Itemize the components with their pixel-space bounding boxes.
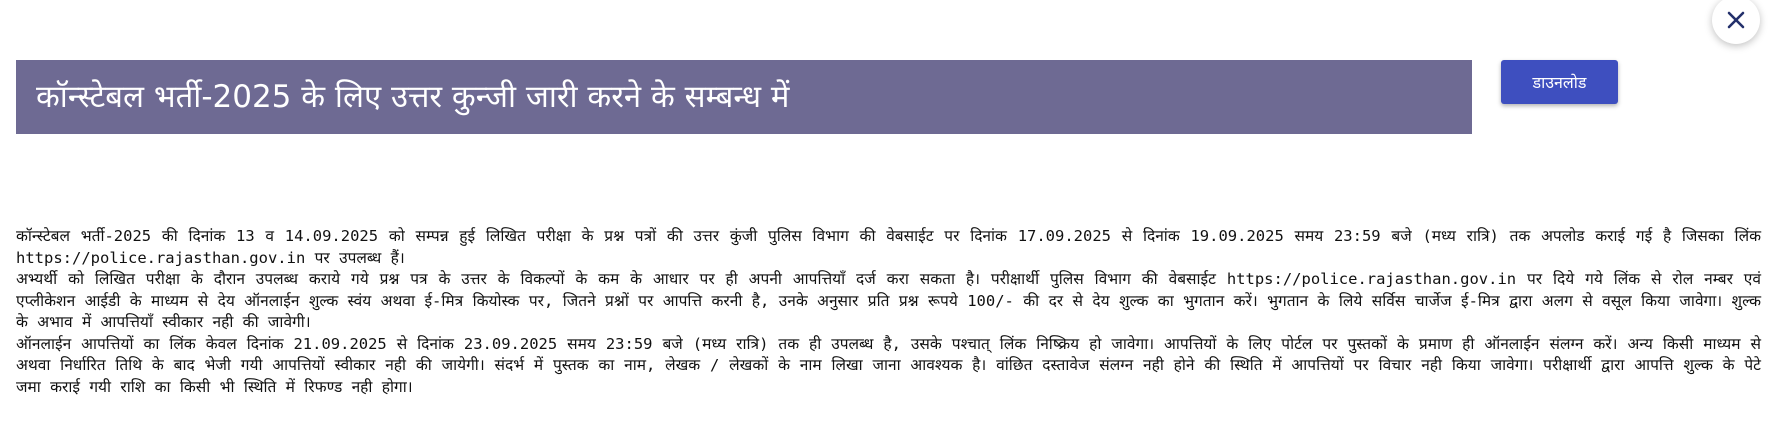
notice-title: कॉन्स्टेबल भर्ती-2025 के लिए उत्तर कुन्जी जारी करने के सम्बन्ध में (36, 78, 790, 115)
close-button[interactable] (1712, 0, 1760, 44)
close-icon (1725, 9, 1747, 31)
notice-paragraph-3: ऑनलाईन आपत्तियों का लिंक केवल दिनांक 21.09.2025 से दिनांक 23.09.2025 समय 23:59 बजे (मध्य रात्रि) तक ही उपलब्ध है, उसके पश्चात् लिंक निष्क्रिय हो जावेगा। आपत्तियों के लिए पोर्टल पर पुस्तकों के प्रमाण ही ऑनलाईन संलग्न करें। अन्य किसी माध्यम से अथवा निर्धारित तिथि के बाद भेजी गयी आपत्तियों स्वीकार नही की जायेगी। संदर्भ में पुस्तक का नाम, लेखक / लेखकों के नाम लिखा जाना आवश्यक है। वांछित दस्तावेज संलग्न नही होने की स्थिति में आपत्तियों पर विचार नही किया जावेगा। परीक्षार्थी द्वारा आपत्ति शुल्क के पेटे जमा कराई गयी राशि का किसी भी स्थिति में रिफण्ड नही होगा। (16, 334, 1762, 396)
notice-paragraph-1: कॉन्स्टेबल भर्ती-2025 की दिनांक 13 व 14.09.2025 को सम्पन्न हुई लिखित परीक्षा के प्रश्न पत्रों की उत्तर कुंजी पुलिस विभाग की वेबसाईट पर दिनांक 17.09.2025 से दिनांक 19.09.2025 समय 23:59 बजे (मध्य रात्रि) तक अपलोड कराई गई है जिसका लिंक https://police.rajasthan.gov.in पर उपलब्ध हैं। (16, 227, 1761, 267)
notice-paragraph-2: अभ्यर्थी को लिखित परीक्षा के दौरान उपलब्ध कराये गये प्रश्न पत्र के उत्तर के विकल्पों के कम के आधार पर ही अपनी आपत्तियाँ दर्ज करा सकता है। परीक्षार्थी पुलिस विभाग की वेबसाईट https://police.rajasthan.gov.in पर दिये गये लिंक से रोल नम्बर एवं एप्लीकेशन आईडी के माध्यम से देय ऑनलाईन शुल्क स्वंय अथवा ई-मित्र कियोस्क पर, जितने प्रश्नों पर आपत्ति करनी है, उनके अनुसार प्रति प्रश्न रूपये 100/- की दर से देय शुल्क का भुगतान करें। भुगतान के लिये सर्विस चार्जेज ई-मित्र द्वारा अलग से वसूल किया जावेगा। शुल्क के अभाव में आपत्तियाँ स्वीकार नही की जावेगी। (16, 270, 1761, 331)
notice-body (16, 226, 1761, 398)
download-button[interactable]: डाउनलोड (1501, 60, 1618, 104)
notice-title-bar (16, 60, 1472, 134)
